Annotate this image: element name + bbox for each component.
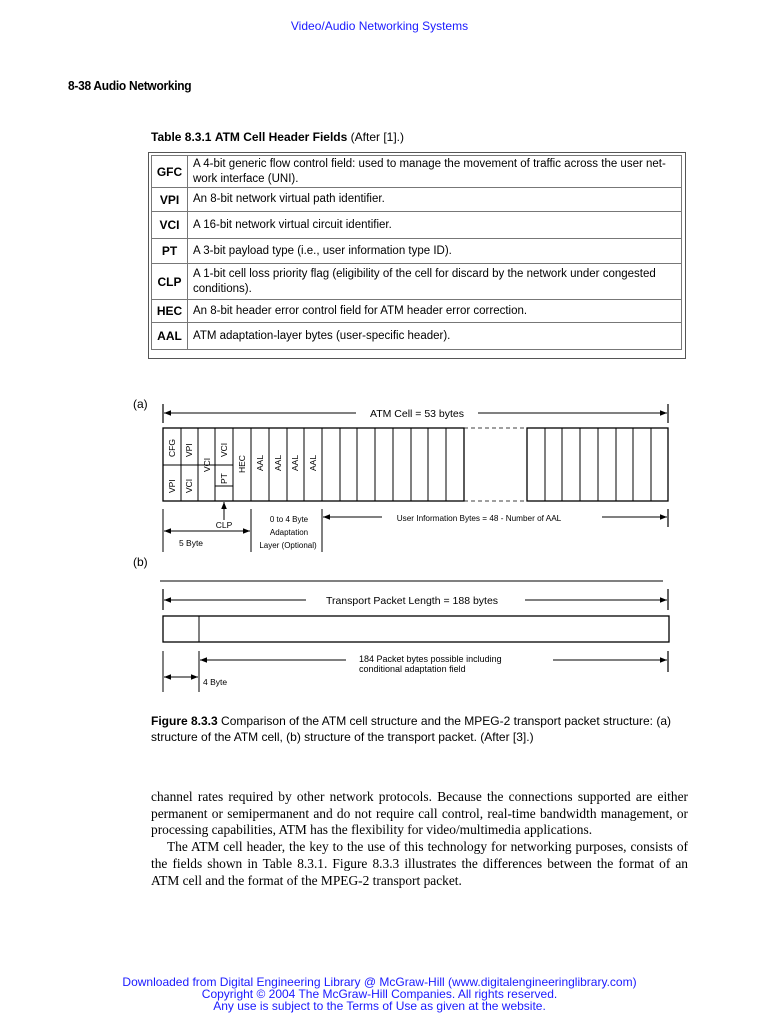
cell-vci-middle: VCI bbox=[202, 457, 212, 472]
footer-terms: Any use is subject to the Terms of Use as given at the website. bbox=[213, 999, 546, 1013]
table-caption-title: ATM Cell Header Fields bbox=[214, 130, 348, 144]
atm-mpeg-diagram bbox=[0, 395, 759, 695]
cell-aal-4: AAL bbox=[308, 454, 318, 471]
field-key: CLP bbox=[152, 264, 188, 300]
table-row bbox=[152, 264, 682, 300]
adaptation-line-3: Layer (Optional) bbox=[259, 541, 317, 550]
table-row bbox=[152, 188, 682, 212]
body-paragraph-1: channel rates required by other network protocols. Because the connections supported are either permanent or semipermanent and do not require call control, real-time bandwidth management, or processing capabilities, ATM has the flexibility for video/multimedia applications. bbox=[151, 789, 688, 838]
transport-packet-length: Transport Packet Length = 188 bytes bbox=[325, 595, 499, 607]
table-row bbox=[152, 239, 682, 264]
table-caption-number: Table 8.3.1 bbox=[151, 130, 212, 144]
field-desc: A 16-bit network virtual circuit identifier. bbox=[188, 212, 682, 239]
cell-vpi-top: VPI bbox=[184, 443, 194, 457]
mpeg-bottom-annotations bbox=[163, 651, 668, 692]
table-row bbox=[152, 212, 682, 239]
table-row bbox=[152, 300, 682, 323]
figure-caption bbox=[151, 713, 696, 745]
field-key: HEC bbox=[152, 300, 188, 323]
clp-label: CLP bbox=[215, 520, 233, 530]
field-key: GFC bbox=[152, 156, 188, 188]
adaptation-line-1: 0 to 4 Byte bbox=[269, 515, 309, 524]
field-key: VPI bbox=[152, 188, 188, 212]
user-info-bytes: User Information Bytes = 48 - Number of AAL bbox=[396, 514, 562, 523]
atm-cell-strip bbox=[163, 428, 668, 501]
field-key: PT bbox=[152, 239, 188, 264]
field-desc: An 8-bit header error control field for ATM header error correction. bbox=[188, 300, 682, 323]
atm-length-dimension bbox=[163, 404, 668, 423]
body-paragraph-2: The ATM cell header, the key to the use of this technology for networking purposes, consists of the fields shown in Table 8.3.1. Figure 8.3.3 illustrates the differences between the format of an ATM cell and the format of the MPEG-2 transport packet. bbox=[151, 839, 688, 888]
atm-header-bytes: 5 Byte bbox=[178, 538, 204, 548]
footer-copyright: Copyright © 2004 The McGraw-Hill Companies. All rights reserved. bbox=[201, 987, 558, 1001]
footer bbox=[0, 976, 759, 1012]
field-desc: A 4-bit generic flow control field: used to manage the movement of traffic across the user net-work interface (UNI). bbox=[188, 156, 682, 188]
atm-header-table bbox=[151, 155, 682, 350]
figure-caption-number: Figure 8.3.3 bbox=[151, 714, 218, 728]
atm-cell-length: ATM Cell = 53 bytes bbox=[369, 408, 465, 420]
running-head: 8-38 Audio Networking bbox=[68, 78, 192, 93]
payload-line-1: 184 Packet bytes possible including bbox=[359, 654, 502, 664]
adaptation-line-2: Adaptation bbox=[269, 528, 309, 537]
field-desc: A 3-bit payload type (i.e., user information type ID). bbox=[188, 239, 682, 264]
cell-vpi-bottom: VPI bbox=[167, 479, 177, 493]
mpeg-length-dimension bbox=[163, 589, 668, 610]
footer-link[interactable]: Downloaded from Digital Engineering Library @ McGraw-Hill (www.digitalengineeringlibrary.com) bbox=[122, 975, 637, 989]
figure-label-a: (a) bbox=[133, 397, 148, 411]
payload-line-2: conditional adaptation field bbox=[359, 664, 466, 674]
cell-aal-2: AAL bbox=[273, 454, 283, 471]
mpeg-header-bytes: 4 Byte bbox=[203, 677, 228, 687]
table-caption bbox=[151, 130, 404, 144]
cell-aal-1: AAL bbox=[255, 454, 265, 471]
table-row bbox=[152, 323, 682, 350]
cell-hec: HEC bbox=[237, 455, 247, 473]
top-link[interactable]: Video/Audio Networking Systems bbox=[290, 19, 469, 33]
mpeg-packet-strip bbox=[163, 616, 669, 642]
cell-cfg: CFG bbox=[167, 439, 177, 457]
table-caption-note: (After [1].) bbox=[350, 130, 404, 144]
body-text bbox=[151, 789, 688, 889]
field-desc: ATM adaptation-layer bytes (user-specific header). bbox=[188, 323, 682, 350]
figure-caption-text: Comparison of the ATM cell structure and the MPEG-2 transport packet structure: (a) structure of the ATM cell, (b) structure of the transport packet. (After [3].) bbox=[151, 714, 672, 744]
table-row bbox=[152, 156, 682, 188]
field-key: VCI bbox=[152, 212, 188, 239]
cell-pt: PT bbox=[219, 473, 229, 484]
cell-aal-3: AAL bbox=[290, 454, 300, 471]
cell-vci-top: VCI bbox=[219, 442, 229, 457]
field-desc: An 8-bit network virtual path identifier. bbox=[188, 188, 682, 212]
cell-vci-bottom: VCI bbox=[184, 478, 194, 493]
figure-label-b: (b) bbox=[133, 555, 148, 569]
field-key: AAL bbox=[152, 323, 188, 350]
atm-bottom-annotations bbox=[163, 502, 668, 552]
field-desc: A 1-bit cell loss priority flag (eligibility of the cell for discard by the network under congested conditions). bbox=[188, 264, 682, 300]
